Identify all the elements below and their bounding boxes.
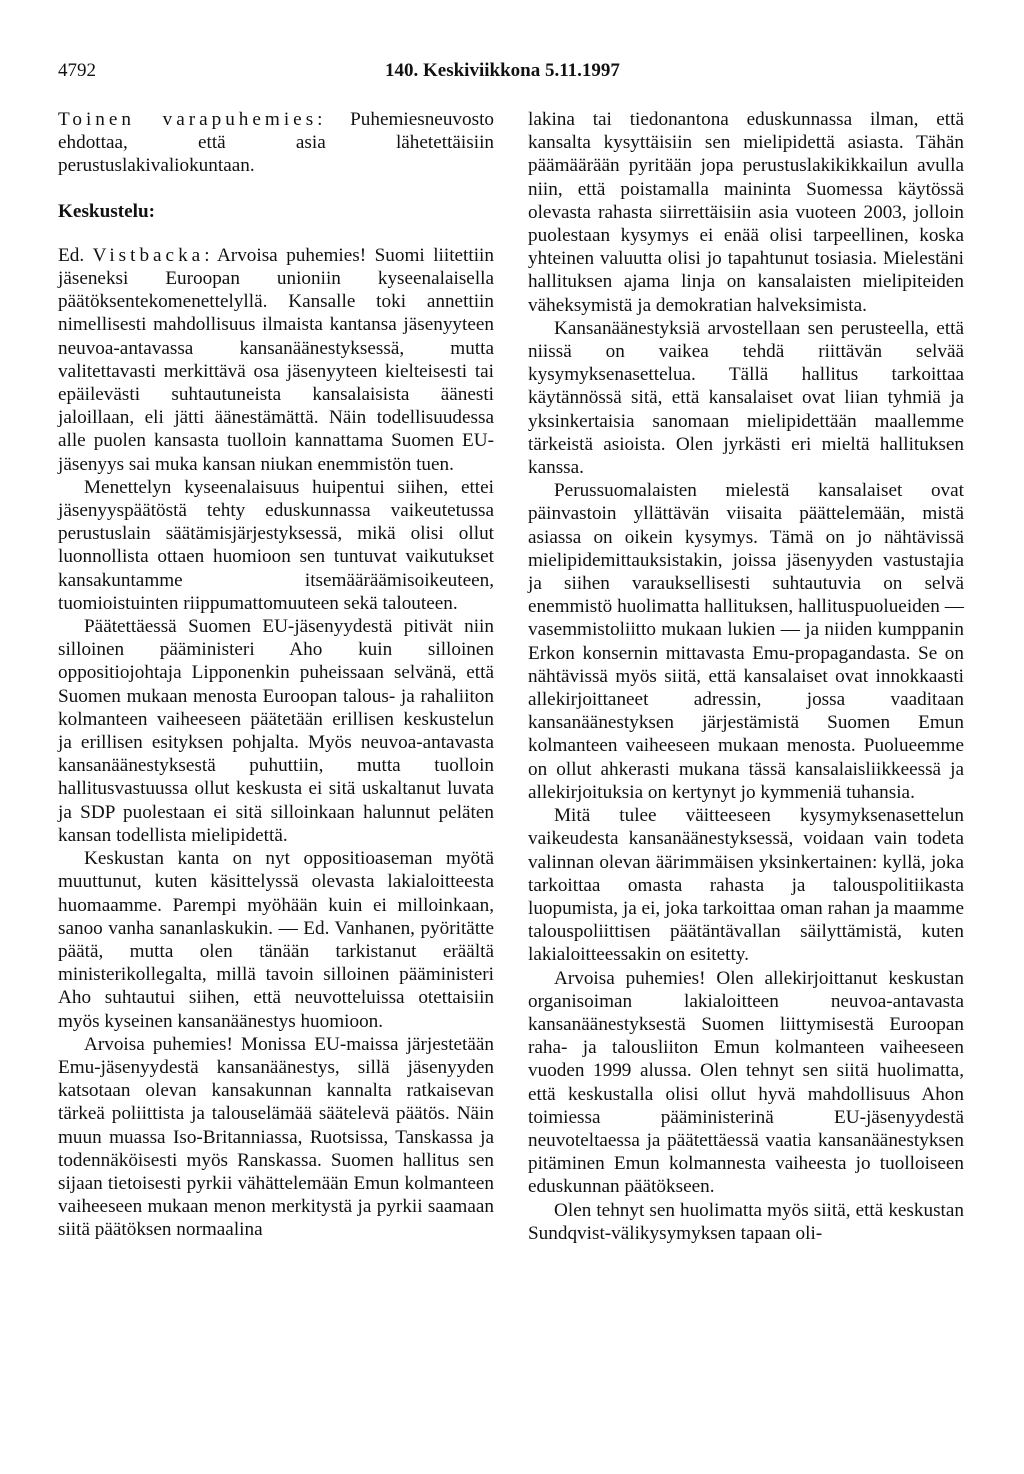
speaker-prefix: Ed. <box>58 244 93 266</box>
paragraph: Päätettäessä Suomen EU-jäsenyydestä pitivät niin silloinen pääministeri Aho kuin silloinen oppositiojohtaja Lipponenkin puheissaan selvänä, että Suomen mukaan menosta Euroopan talous- ja rahaliiton kolmanteen vaiheeseen päätetään erillisen keskustelun ja erillisen esityksen pohjalta. Myös neuvoa-antavasta kansanäänestyksestä puhuttiin, mutta tuolloin hallitusvastuussa ollut keskusta ei sitä uskaltanut luvata ja SDP puolestaan ei sitä silloinkaan halunnut peläten kansan todellista mielipidettä. <box>58 616 494 846</box>
left-column <box>58 108 494 1242</box>
right-column <box>528 108 964 1245</box>
paragraph-text: : Arvoisa puhemies! Suomi liitettiin jäseneksi Euroopan unioniin kyseenalaisella päätöksentekomenettelyllä. Kansalle toki annettiin nimellisesti mahdollisuus ilmaista kantansa jäsenyyteen neuvoa-antavassa kansanäänestyksessä, mutta valitettavasti merkittävä osa jäsenyyteen kielteisesti tai epäilevästi suhtautuneista kansalaisista äänesti jaloillaan, eli jätti äänestämättä. Näin todellisuudessa alle puolen kansasta tuolloin kannattama Suomen EU-jäsenyys sai muka kansan niukan enemmistön tuen. <box>58 244 494 475</box>
paragraph: Arvoisa puhemies! Olen allekirjoittanut keskustan organisoiman lakialoitteen neuvoa-antavasta kansanäänestyksestä Suomen liittymisestä Euroopan raha- ja talousliiton Emun kolmanteen vaiheeseen vuoden 1999 alussa. Olen tehnyt sen siitä huolimatta, että keskustalla olisi ollut hyvä mahdollisuus Ahon toimiessa pääministerinä EU-jäsenyydestä neuvoteltaessa ja päätettäessä vaatia kansanäänestyksen pitäminen Emun kolmannesta vaiheesta jo tuolloiseen eduskunnan päätökseen. <box>528 967 964 1198</box>
speaker-name: Toinen varapuhemies: <box>58 109 327 130</box>
page-number: 4792 <box>58 60 96 81</box>
paragraph: Mitä tulee väitteeseen kysymyksenasettelun vaikeudesta kansanäänestyksessä, voidaan vain todeta valinnan olevan äärimmäisen yksinkertainen: kyllä, joka tarkoittaa omasta rahasta ja talouspolitiikasta luopumista, ja ei, joka tarkoittaa oman rahan ja maamme talouspoliittisen päätäntävallan säilyttämistä, kuten lakialoitteessakin on esitetty. <box>528 805 964 966</box>
paragraph-text: Puhemiesneuvosto ehdottaa, että asia lähetettäisiin perustuslakivaliokuntaan. <box>58 109 494 177</box>
page-header <box>58 60 966 88</box>
speaker-name: Vistbacka <box>92 244 205 266</box>
paragraph: Menettelyn kyseenalaisuus huipentui siihen, ettei jäsenyyspäätöstä tehty eduskunnassa vaikeutetussa perustuslain säätämisjärjestyksessä, mikä olisi ollut luonnollista ottaen huomioon sen tuntuvat vaikutukset kansakuntamme itsemääräämisoikeuteen, tuomioistuinten riippumattomuuteen sekä talouteen. <box>58 476 494 614</box>
paragraph <box>58 244 494 476</box>
paragraph: Olen tehnyt sen huolimatta myös siitä, että keskustan Sundqvist-välikysymyksen tapaan oli- <box>528 1199 964 1244</box>
paragraph <box>58 108 494 178</box>
paragraph: Arvoisa puhemies! Monissa EU-maissa järjestetään Emu-jäsenyydestä kansanäänestys, sillä jäsenyyden katsotaan olevan kansakunnan kannalta ratkaisevan tärkeä poliittista ja talouselämää säätelevä päätös. Näin muun muassa Iso-Britanniassa, Ruotsissa, Tanskassa ja todennäköisesti myös Ranskassa. Suomen hallitus sen sijaan tietoisesti pyrkii vähättelemään Emun kolmanteen vaiheeseen mukaan menon merkitystä ja pyrkii saamaan siitä päätöksen normaalina <box>58 1033 494 1241</box>
session-title: 140. Keskiviikkona 5.11.1997 <box>385 60 620 81</box>
paragraph: lakina tai tiedonantona eduskunnassa ilman, että kansalta kysyttäisiin sen mielipidettä asiasta. Tähän päämäärään pyritään jopa perustuslakikikkailun avulla niin, että poistamalla maininta Suomessa käytössä olevasta rahasta siirrettäisiin asia vuoteen 2003, jolloin puolestaan kysymys ei enää olisi tarpeellinen, koska yhteinen valuutta olisi jo tapahtunut tosiasia. Mielestäni hallituksen ajama linja on kansalaisten mielipiteiden väheksymistä ja demokratian halveksimista. <box>528 109 964 316</box>
paragraph: Perussuomalaisten mielestä kansalaiset ovat päinvastoin yllättävän viisaita päättelemään, mistä asiassa on oikein kysymys. Tämä on jo nähtävissä mielipidemittauksistakin, joissa jäsenyyden vastustajia ja siihen varauksellisesti suhtautuvia on selvä enemmistö huolimatta hallituksen, hallituspuolueiden — vasemmistoliitto mukaan lukien — ja niiden kumppanin Erkon konsernin mittavasta Emu-propagandasta. Se on nähtävissä myös siitä, että kansalaiset ovat innokkaasti allekirjoittaneet adressin, jossa vaaditaan kansanäänestyksen järjestämistä Suomen Emun kolmanteen vaiheeseen mukaan menosta. Puolueemme on ollut ahkerasti mukana tässä kansalaisliikkeessä ja allekirjoituksia on kertynyt jo kymmeniä tuhansia. <box>528 480 964 803</box>
paragraph: Kansanäänestyksiä arvostellaan sen perusteella, että niissä on vaikea tehdä riittävän selvää kysymyksenasettelua. Tällä hallitus tarkoittaa käytännössä sitä, että kansalaiset ovat liian tyhmiä ja yksinkertaisia sanomaan mielipidettään maallemme tärkeistä asioista. Olen jyrkästi eri mieltä hallituksen kanssa. <box>528 317 964 479</box>
section-heading: Keskustelu: <box>58 200 156 222</box>
paragraph: Keskustan kanta on nyt oppositioaseman myötä muuttunut, kuten käsittelyssä olevasta lakialoitteesta huomaamme. Parempi myöhään kuin ei milloinkaan, sanoo vanha sananlaskukin. — Ed. Vanhanen, pyöritätte päätä, mutta olen tänään tarkistanut eräältä ministerikollegalta, millä tavoin silloinen pääministeri Aho suhtautui siihen, että neuvotteluissa otettaisiin myös kyseinen kansanäänestys huomioon. <box>58 848 494 1032</box>
